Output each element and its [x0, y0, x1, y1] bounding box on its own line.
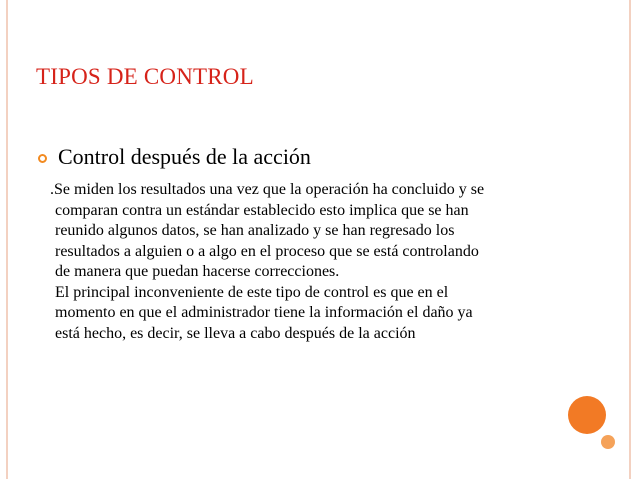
slide-border-right: [629, 0, 631, 479]
body-line: de manera que puedan hacerse correcciones.: [55, 263, 340, 280]
hollow-circle-bullet-icon: [38, 154, 47, 163]
body-paragraph: [50, 180, 555, 344]
body-line: reunido algunos datos, se han analizado y se han regresado los: [55, 222, 455, 239]
body-line: está hecho, es decir, se lleva a cabo después de la acción: [55, 324, 416, 342]
body-line: El principal inconveniente de este tipo de control es que en el: [55, 283, 449, 301]
body-line: .Se miden los resultados una vez que la operación ha concluido y se: [50, 181, 485, 198]
slide-title: TIPOS DE CONTROL: [36, 64, 254, 89]
slide-border-left: [6, 0, 8, 479]
body-line: momento en que el administrador tiene la información el daño ya: [55, 304, 473, 321]
bullet-heading: Control después de la acción: [58, 144, 311, 169]
body-line: comparan contra un estándar establecido esto implica que se han: [55, 201, 469, 219]
body-line: resultados a alguien o a algo en el proceso que se está controlando: [55, 242, 479, 260]
decorative-small-orange-circle-icon: [601, 435, 615, 449]
decorative-orange-circle-icon: [568, 396, 606, 434]
